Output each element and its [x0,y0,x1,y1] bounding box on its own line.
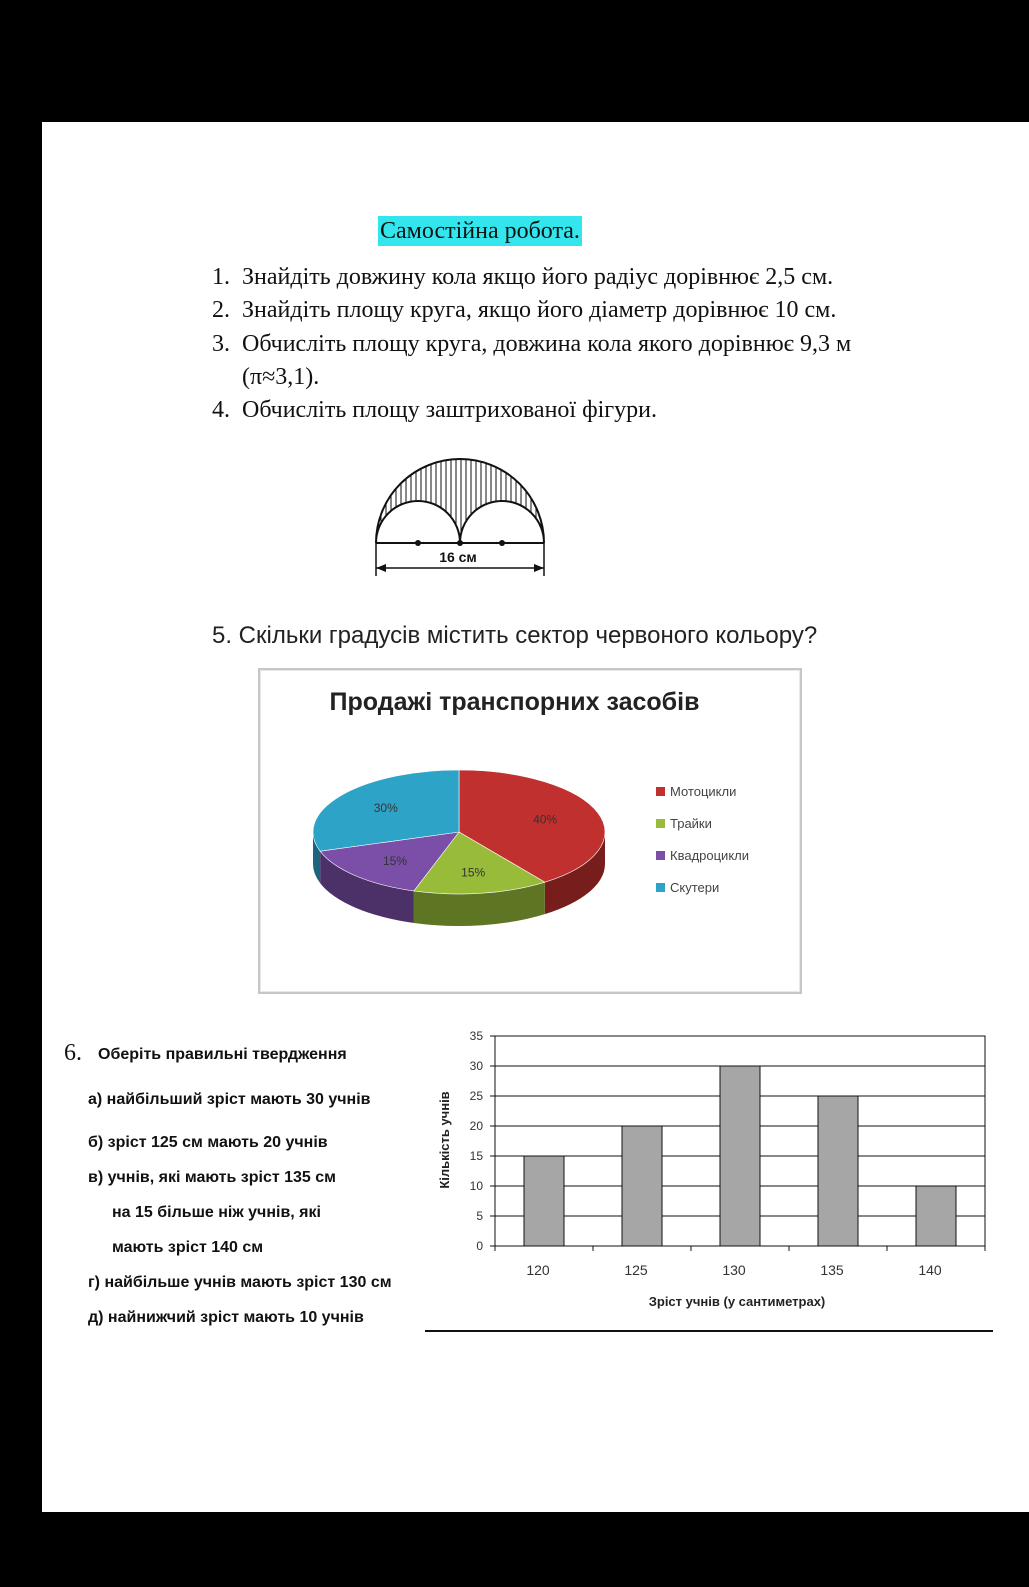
bar-135 [818,1096,858,1246]
option-v-line3: мають зріст 140 см [112,1239,264,1256]
center-point [499,540,505,546]
legend-label: Мотоцикли [670,784,737,799]
x-tick-label: 125 [624,1262,648,1278]
bar-125 [622,1126,662,1246]
bar-chart [425,1020,1005,1340]
bar-140 [916,1186,956,1246]
legend-swatch [656,819,665,828]
task-number: 1. [212,264,230,290]
task-text: Знайдіть площу круга, якщо його діаметр дорівнює 10 см. [242,297,837,323]
bar-120 [524,1156,564,1246]
y-tick-label: 5 [476,1209,483,1223]
legend-label: Квадроцикли [670,848,749,863]
shaded-region [376,459,544,543]
legend-swatch [656,883,665,892]
legend-label: Скутери [670,880,720,895]
dimension-label: 16 см [439,549,477,565]
task-3-continuation: (π≈3,1). [242,364,320,390]
y-tick-label: 10 [469,1179,483,1193]
task-2 [212,295,836,325]
y-axis-label: Кількість учнів [437,1091,452,1189]
task-5: 5. Скільки градусів містить сектор червоного кольору? [212,622,818,649]
pie-slice-label: 15% [382,853,408,868]
task-text: Обчисліть площу круга, довжина кола якого дорівнює 9,3 м [242,331,852,357]
legend-swatch [656,787,665,796]
task-text: Обчисліть площу заштрихованої фігури. [242,397,657,423]
task-number: 4. [212,397,230,423]
legend-label: Трайки [670,816,712,831]
shaded-figure [340,450,580,590]
y-tick-label: 15 [469,1149,483,1163]
arrowhead-right [534,564,544,572]
option-a: а) найбільший зріст мають 30 учнів [88,1091,371,1108]
worksheet-title: Самостійна робота. [380,218,580,244]
option-v-line2: на 15 більше ніж учнів, які [112,1204,321,1221]
pie-slice-label: 30% [373,800,398,815]
arrowhead-left [376,564,386,572]
option-v: в) учнів, які мають зріст 135 см [88,1169,336,1186]
task-number: 2. [212,297,230,323]
option-g: г) найбільше учнів мають зріст 130 см [88,1274,392,1291]
legend-swatch [656,851,665,860]
x-tick-label: 135 [820,1262,844,1278]
center-point [415,540,421,546]
task-1 [212,262,833,292]
pie-chart [258,668,802,994]
task-4 [212,395,657,425]
y-tick-label: 25 [469,1089,483,1103]
y-tick-label: 20 [469,1119,483,1133]
bar-130 [720,1066,760,1246]
y-tick-label: 30 [469,1059,483,1073]
task-number: 3. [212,331,230,357]
y-tick-label: 35 [469,1029,483,1043]
task-6-number: 6. [64,1040,82,1066]
pie-slice-label: 40% [533,812,558,827]
pie-slice-label: 15% [461,865,486,880]
option-d: д) найнижчий зріст мають 10 учнів [88,1309,364,1326]
pie-chart-title: Продажі транспорних засобів [329,688,700,716]
x-tick-label: 120 [526,1262,550,1278]
center-point [457,540,463,546]
divider-line [425,1330,993,1332]
task-6-heading: Оберіть правильні твердження [98,1046,347,1063]
x-axis-label: Зріст учнів (у сантиметрах) [648,1294,826,1309]
y-tick-label: 0 [476,1239,483,1253]
x-tick-label: 130 [722,1262,746,1278]
task-3 [212,329,851,359]
x-tick-label: 140 [918,1262,942,1278]
option-b: б) зріст 125 см мають 20 учнів [88,1134,328,1151]
task-text: Знайдіть довжину кола якщо його радіус дорівнює 2,5 см. [242,264,834,290]
